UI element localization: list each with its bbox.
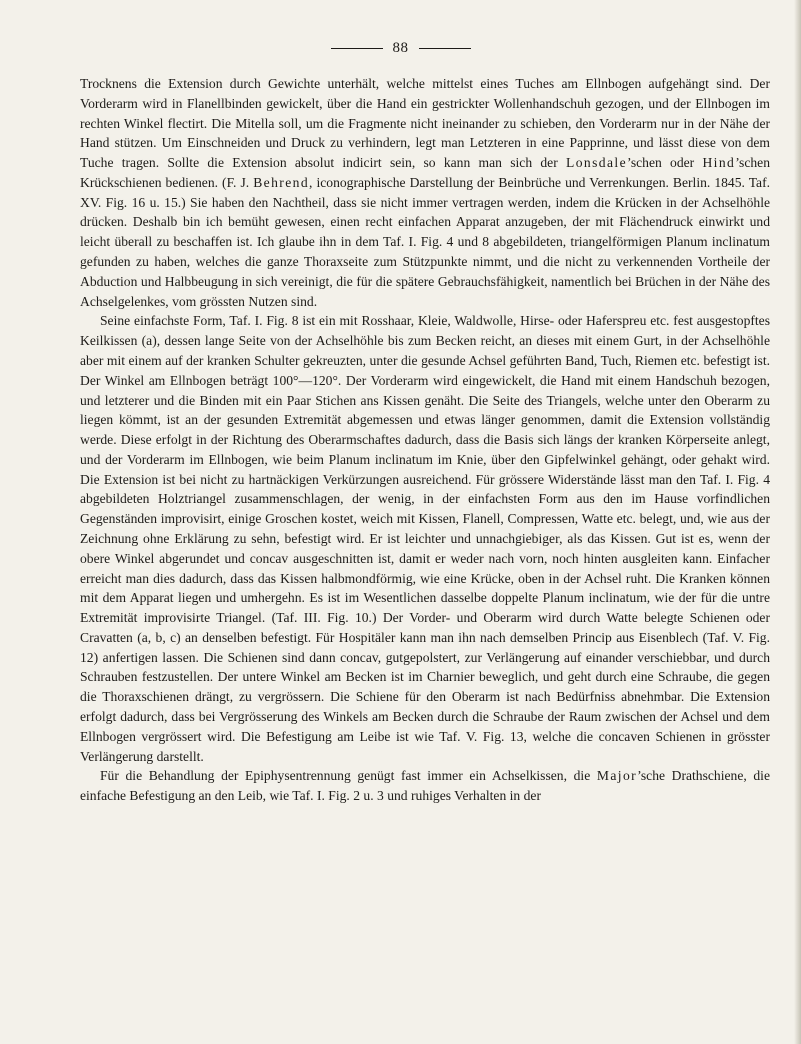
header-rule-right	[419, 48, 471, 49]
author-name: Hind	[702, 155, 736, 171]
author-name: Behrend	[253, 174, 310, 190]
text-run: , iconographische Darstellung der Beinbrüche und Verrenkungen. Berlin. 1845. Taf. XV. Fig. 16 u. 15.) Sie haben den Nachtheil, dass sie nicht immer vertragen werden, indem die Krücken in der Achselhöhle drücken. Deshalb bin ich bemüht gewesen, einen recht einfachen Apparat anzugeben, der mit Flächendruck einwirkt und leicht überall zu beschaffen ist. Ich glaube ihn in dem Taf. I. Fig. 4 und 8 abgebildeten, triangelförmigen Planum inclinatum gefunden zu haben, welches die ganze Thoraxseite zum Stützpunkte nimmt, und die nicht zu verkennenden Vortheile der Abduction und Halbbeugung in sich vereinigt, die für die spätere Gebrauchsfähigkeit, namentlich bei Brüchen in der Nähe des Achselgelenkes, vom grössten Nutzen sind.	[80, 174, 771, 309]
paragraph	[80, 74, 770, 311]
text-run: ’sche Drathschiene, die einfache Befestigung an den Leib, wie Taf. I. Fig. 2 u. 3 und ruhiges Verhalten in der	[80, 768, 770, 804]
paragraph	[80, 766, 770, 806]
page-header	[0, 40, 801, 57]
body-text	[80, 74, 770, 806]
page-edge-shadow	[794, 0, 801, 1044]
text-run: Seine einfachste Form, Taf. I. Fig. 8 ist ein mit Rosshaar, Kleie, Waldwolle, Hirse- oder Haferspreu etc. fest ausgestopftes Keilkissen (a), dessen lange Seite von der Achselhöhle bis zum Becken reicht, an dieses mit einem Gurt, in der Achselhöhle aber mit einem auf der kranken Schulter gekreuzten, unter die gesunde Achsel geführten Band, Tuch, Riemen etc. befestigt ist. Der Winkel am Ellnbogen beträgt 100°—120°. Der Vorderarm wird eingewickelt, die Hand mit einem Handschuh bezogen, und letzterer und die Binden mit ein Paar Stichen ans Kissen genäht. Die Seite des Triangels, welche unter den Oberarm zu liegen kömmt, ist an der gesunden Extremität abgemessen und etwas länger genommen, damit die Extension vollständig werde. Diese erfolgt in der Richtung des Oberarmschaftes dadurch, dass die Basis sich längs der kranken Körperseite anlegt, und der Vorderarm im Ellnbogen, wie beim Planum inclinatum im Knie, über den Gipfelwinkel gehängt, oder gehakt wird. Die Extension ist bei nicht zu hartnäckigen Verkürzungen ausreichend. Für grössere Widerstände lässt man den Taf. I. Fig. 4 abgebildeten Holztriangel zusammenschlagen, der wenig, in der einfachsten Form aus den im Hause vorfindlichen Gegenständen improvisirt, einige Groschen kostet, weich mit Kissen, Flanell, Compressen, Watte etc. belegt, und, wie aus der Zeichnung ohne Erklärung zu sehn, befestigt wird. Er ist leichter und unnachgiebiger, als das Kissen. Gut ist es, wenn der obere Winkel abgerundet und concav ausgeschnitten ist, damit er weder nach vorn, noch hinten ausgleiten kann. Einfacher erreicht man dies dadurch, dass das Kissen halbmondförmig, wie eine Krücke, oben in der Achsel ruht. Die Kranken können mit dem Apparat liegen und umhergehn. Es ist im Wesentlichen dasselbe doppelte Planum inclinatum, wie der für die untre Extremität improvisirte Triangel. (Taf. III. Fig. 10.) Der Vorder- und Oberarm wird durch Watte belegte Schienen oder Cravatten (a, b, c) an denselben befestigt. Für Hospitäler kann man ihn nach demselben Princip aus Eisenblech (Taf. V. Fig. 12) anfertigen lassen. Die Schienen sind dann concav, gutgepolstert, zur Verlängerung auf einander verschiebbar, und durch Schrauben festzustellen. Der untere Winkel am Becken ist im Charnier beweglich, und geht durch eine Schraube, die gegen die Thoraxschienen drängt, zu vergrössern. Die Schiene für den Oberarm ist nach Bedürfniss abnehmbar. Die Extension erfolgt dadurch, dass bei Vergrösserung des Winkels am Becken durch die Schraube der Raum zwischen der Achsel und dem Ellnbogen vergrössert wird. Die Befestigung am Leibe ist wie Taf. V. Fig. 13, welche die concaven Schienen in grösster Verlängerung darstellt.	[80, 313, 770, 764]
paragraph	[80, 311, 770, 766]
text-run: ’schen oder	[627, 155, 703, 171]
text-run: ’schen Krückschienen bedienen. (F. J.	[80, 155, 770, 190]
page-number: 88	[392, 40, 409, 56]
author-name: Major	[596, 768, 638, 784]
text-run: Für die Behandlung der Epiphysentrennung genügt fast immer ein Achselkissen, die	[100, 768, 597, 784]
text-run: Trocknens die Extension durch Gewichte unterhält, welche mittelst eines Tuches am Ellnbogen aufgehängt sind. Der Vorderarm wird in Flanellbinden gewickelt, über die Hand ein gestrickter Wollenhandschuh gezogen, und der Ellnbogen im rechten Winkel flectirt. Die Mitella soll, um die Fragmente nicht ineinander zu schieben, den Vorderarm nur in der Nähe der Hand stützen. Um Einschneiden und Druck zu verhindern, legt man Letzteren in eine Papprinne, und lässt diese von dem Tuche tragen. Sollte die Extension absolut indicirt sein, so kann man sich der	[80, 76, 770, 171]
header-rule-left	[331, 48, 383, 49]
author-name: Lonsdale	[566, 155, 628, 171]
